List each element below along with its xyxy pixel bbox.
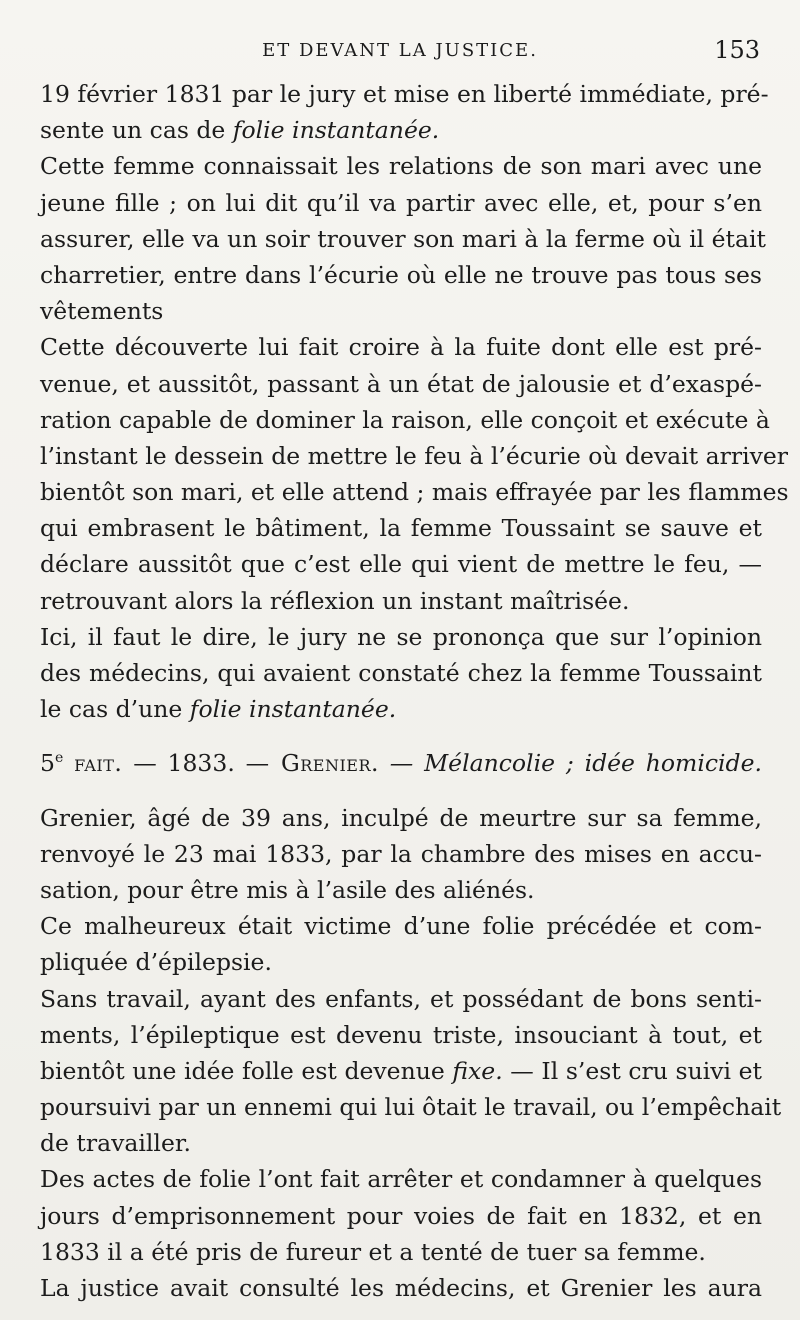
text-line: renvoyé le 23 mai 1833, par la chambre des mises en accu- — [40, 839, 762, 868]
text-line: vêtements — [40, 297, 164, 326]
paragraph — [40, 1270, 762, 1306]
text-line: bientôt une idée folle est devenue fixe. — Il s’est cru suivi et — [40, 1056, 762, 1085]
running-title: ET DEVANT LA JUSTICE. — [262, 40, 538, 61]
case-label: fait. — [74, 749, 123, 778]
text-block-before — [40, 76, 789, 727]
text-line: Ici, il faut le dire, le jury ne se prononça que sur l’opinion — [40, 622, 762, 651]
text-line: ration capable de dominer la raison, elle conçoit et exécute à — [40, 405, 770, 434]
text-line: Grenier, âgé de 39 ans, inculpé de meurtre sur sa femme, — [40, 803, 762, 832]
text-line: ments, l’épileptique est devenu triste, insouciant à tout, et — [40, 1020, 762, 1049]
text-line: qui embrasent le bâtiment, la femme Toussaint se sauve et — [40, 514, 762, 543]
paragraph — [40, 981, 782, 1162]
case-name: — Grenier. — [245, 749, 379, 778]
paragraph — [40, 908, 762, 980]
case-year: — 1833. — [133, 749, 235, 778]
text-line: poursuivi par un ennemi qui lui ôtait le travail, ou l’empêchait — [40, 1093, 782, 1122]
text-line: Cette découverte lui fait croire à la fuite dont elle est pré- — [40, 333, 762, 362]
text-line: venue, et aussitôt, passant à un état de jalousie et d’exaspé- — [40, 369, 762, 398]
paragraph — [40, 800, 762, 909]
paragraph — [40, 148, 766, 329]
text-line: Sans travail, ayant des enfants, et possédant de bons senti- — [40, 984, 762, 1013]
paragraph — [40, 329, 789, 619]
text-line: de travailler. — [40, 1129, 191, 1158]
gap — [40, 782, 762, 800]
case-number-suffix: e — [54, 750, 64, 767]
text-block-after — [40, 800, 782, 1307]
text-line: La justice avait consulté les médecins, et Grenier les aura — [40, 1274, 762, 1302]
case-number: 5 — [40, 749, 55, 778]
text-line: Cette femme connaissait les relations de son mari avec une — [40, 152, 762, 181]
text-line: sente un cas de folie instantanée. — [40, 116, 440, 145]
page-body — [40, 76, 789, 1306]
case-heading — [40, 745, 762, 781]
text-line: Ce malheureux était victime d’une folie précédée et com- — [40, 912, 762, 941]
text-line: retrouvant alors la réflexion un instant maîtrisée. — [40, 586, 630, 615]
text-line: l’instant le dessein de mettre le feu à l’écurie où devait arriver — [40, 441, 789, 470]
text-line: sation, pour être mis à l’asile des aliénés. — [40, 875, 535, 904]
text-line: Des actes de folie l’ont fait arrêter et condamner à quelques — [40, 1165, 762, 1194]
text-line: 19 février 1831 par le jury et mise en liberté immédiate, pré- — [40, 80, 769, 108]
text-line: des médecins, qui avaient constaté chez la femme Toussaint — [40, 659, 762, 687]
text-line: assurer, elle va un soir trouver son mari à la ferme où il était — [40, 224, 766, 253]
case-diagnosis: — Mélancolie ; idée homicide. — [389, 749, 762, 778]
text-line: pliquée d’épilepsie. — [40, 948, 272, 977]
paragraph — [40, 619, 762, 728]
text-line: jours d’emprisonnement pour voies de fait en 1832, et en — [40, 1201, 762, 1230]
text-line: bientôt son mari, et elle attend ; mais effrayée par les flammes — [40, 478, 789, 507]
paragraph — [40, 76, 769, 148]
paragraph — [40, 1161, 762, 1270]
gap — [40, 727, 762, 745]
text-line: le cas d’une folie instantanée. — [40, 695, 397, 724]
text-line: jeune fille ; on lui dit qu’il va partir avec elle, et, pour s’en — [40, 188, 762, 217]
page-header — [40, 36, 760, 66]
text-line: 1833 il a été pris de fureur et a tenté de tuer sa femme. — [40, 1237, 706, 1266]
text-line: déclare aussitôt que c’est elle qui vient de mettre le feu, — — [40, 550, 762, 579]
text-line: charretier, entre dans l’écurie où elle ne trouve pas tous ses — [40, 260, 762, 289]
page-number: 153 — [714, 36, 760, 64]
